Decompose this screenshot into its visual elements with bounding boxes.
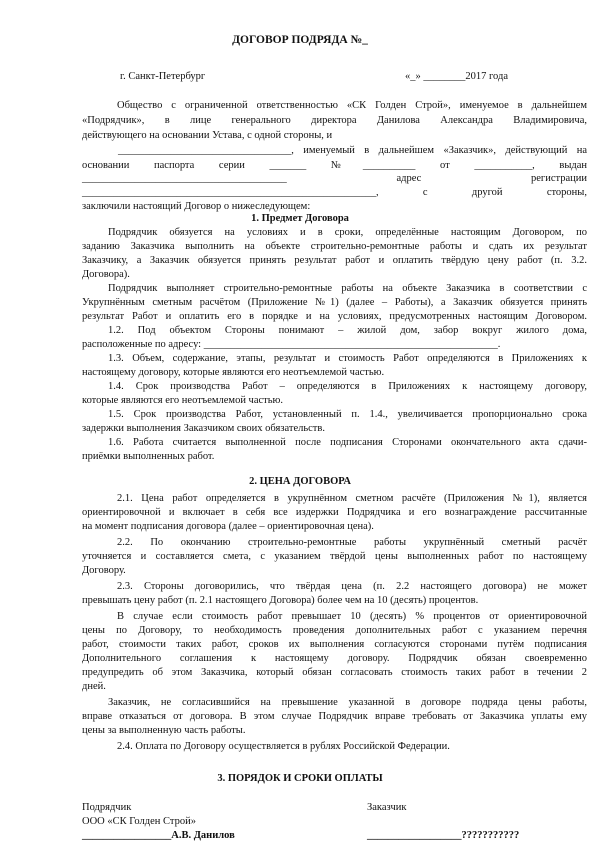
intro-line: ________________________________________________________, с другой стороны, <box>82 187 587 198</box>
section-2-line: дней. <box>82 681 106 692</box>
section-1-line: задержки выполнения Заказчиком своих обязательств. <box>82 423 325 434</box>
section-2-line: 2.4. Оплата по Договору осуществляется в рублях Российской Федерации. <box>117 741 450 752</box>
section-1-line: настоящему договору, которые являются его неотъемлемой частью. <box>82 367 385 378</box>
intro-line: Общество с ограниченной ответственностью «СК Голден Строй», именуемое в дальнейшем <box>117 100 587 111</box>
section-1-line: Подрядчик обязуется на условиях и в сроки, определённые настоящим Договором, по <box>108 227 587 238</box>
section-2-line: предупредить об этом Заказчика, который обязан согласовать стоимость таких работ в течении 2 <box>82 667 587 678</box>
section-1-line: 1.5. Срок производства Работ, установленный п. 1.4., увеличивается пропорционально срока <box>108 409 587 420</box>
intro-line: заключили настоящий Договор о нижеследующем: <box>82 201 311 212</box>
section-2-line: ориентировочной и включает в себя все издержки Подрядчика и его вознаграждение рассчитанные <box>82 507 587 518</box>
section-2-line: 2.3. Стороны договорились, что твёрдая цена (п. 2.2 настоящего договора) не может <box>117 581 587 592</box>
section-1-line: которые являются его неотъемлемой частью. <box>82 395 284 406</box>
section-2-line: цены по Договору, то необходимость проведения дополнительных работ с указанием перечня <box>82 625 587 636</box>
section-2-line: Договору. <box>82 565 126 576</box>
section-1-line: 1.2. Под объектом Стороны понимают – жилой дом, забор вокруг жилого дома, <box>108 325 587 336</box>
section-1-line: расположенные по адресу: ________________________________________________________. <box>82 339 501 350</box>
intro-line: основании паспорта серии _______ №__________ от ___________, выдан <box>82 160 587 171</box>
section-1-line: 1.3. Объем, содержание, этапы, результат и стоимость Работ определяются в Приложениях к <box>108 353 587 364</box>
customer-label: Заказчик <box>367 802 407 813</box>
section-2-line: 2.1. Цена работ определяется в укрупнённом сметном расчёте (Приложения №1), является <box>117 493 587 504</box>
section-1-line: 1.4. Срок производства Работ – определяются в Приложениях к настоящему договору, <box>108 381 587 392</box>
city: г. Санкт-Петербург <box>120 71 206 82</box>
section-1-title: 1. Предмет Договора <box>251 213 349 224</box>
section-1-line: Договора). <box>82 269 130 280</box>
section-1-line: Подрядчик выполняет строительно-ремонтные работы на объекте Заказчика в соответствии с <box>108 283 587 294</box>
section-2-line: работ, стоимости таких работ, сроков их выполнения согласуются сторонами путём подписания <box>82 639 587 650</box>
section-2-line: В случае если стоимость работ превышает 10 (десять) % процентов от ориентировочной <box>117 611 587 622</box>
intro-line: _______________________________________ адрес регистрации <box>82 173 587 184</box>
section-1-line: Заказчику, а Заказчик обязуется принять результат работ и оплатить твёрдую цену работ (п. 3.2. <box>82 255 587 266</box>
date: «_» ________2017 года <box>405 71 508 82</box>
intro-line: _________________________________, именуемый в дальнейшем «Заказчик», действующий на <box>118 145 587 156</box>
section-2-line: вправе отказаться от договора. В этом случае Подрядчик вправе требовать от Заказчика уплаты ему <box>82 711 587 722</box>
section-2-line: Заказчик, не согласившийся на превышение указанной в договоре подряда цены работы, <box>108 697 587 708</box>
contractor-signature: _________________А.В. Данилов <box>82 830 235 841</box>
document-title: ДОГОВОР ПОДРЯДА №_ <box>232 34 368 46</box>
section-2-title: 2. ЦЕНА ДОГОВОРА <box>249 476 351 487</box>
section-1-line: 1.6. Работа считается выполненной после подписания Сторонами окончательного акта сдачи- <box>108 437 587 448</box>
section-1-line: Укрупнённым сметным расчётом (Приложение №1) (далее – Работы), а Заказчик обязуется принять <box>82 297 587 308</box>
section-2-line: 2.2. По окончанию строительно-ремонтные работы укрупнённый сметный расчёт <box>117 537 587 548</box>
intro-line: «Подрядчик», в лице генерального директора Данилова Александра Владимировича, <box>82 115 587 126</box>
section-2-line: уточняется и составляется смета, с указанием твёрдой цены выполненных работ по настоящему <box>82 551 587 562</box>
section-2-line: цены за выполненную часть работы. <box>82 725 246 736</box>
section-1-line: результат Работ и оплатить его в порядке и на условиях, предусмотренных настоящим Договором. <box>82 311 587 322</box>
contractor-label: Подрядчик <box>82 802 132 813</box>
section-3-title: 3. ПОРЯДОК И СРОКИ ОПЛАТЫ <box>217 773 383 784</box>
intro-line: действующего на основании Устава, с одной стороны, и <box>82 130 333 141</box>
section-1-line: приёмки выполненных работ. <box>82 451 215 462</box>
section-2-line: превышать цену работ (п. 2.1 настоящего Договора) более чем на 10 (десять) процентов. <box>82 595 479 606</box>
section-2-line: Дополнительного соглашения к настоящему договору. Подрядчик обязан своевременно <box>82 653 587 664</box>
contractor-company: ООО «СК Голден Строй» <box>82 816 196 827</box>
customer-signature: __________________??????????? <box>367 830 520 841</box>
section-2-line: на момент подписания договора (далее – ориентировочная цена). <box>82 521 374 532</box>
section-1-line: заданию Заказчика выполнить на объекте строительно-ремонтные работы и сдать их результат <box>82 241 587 252</box>
